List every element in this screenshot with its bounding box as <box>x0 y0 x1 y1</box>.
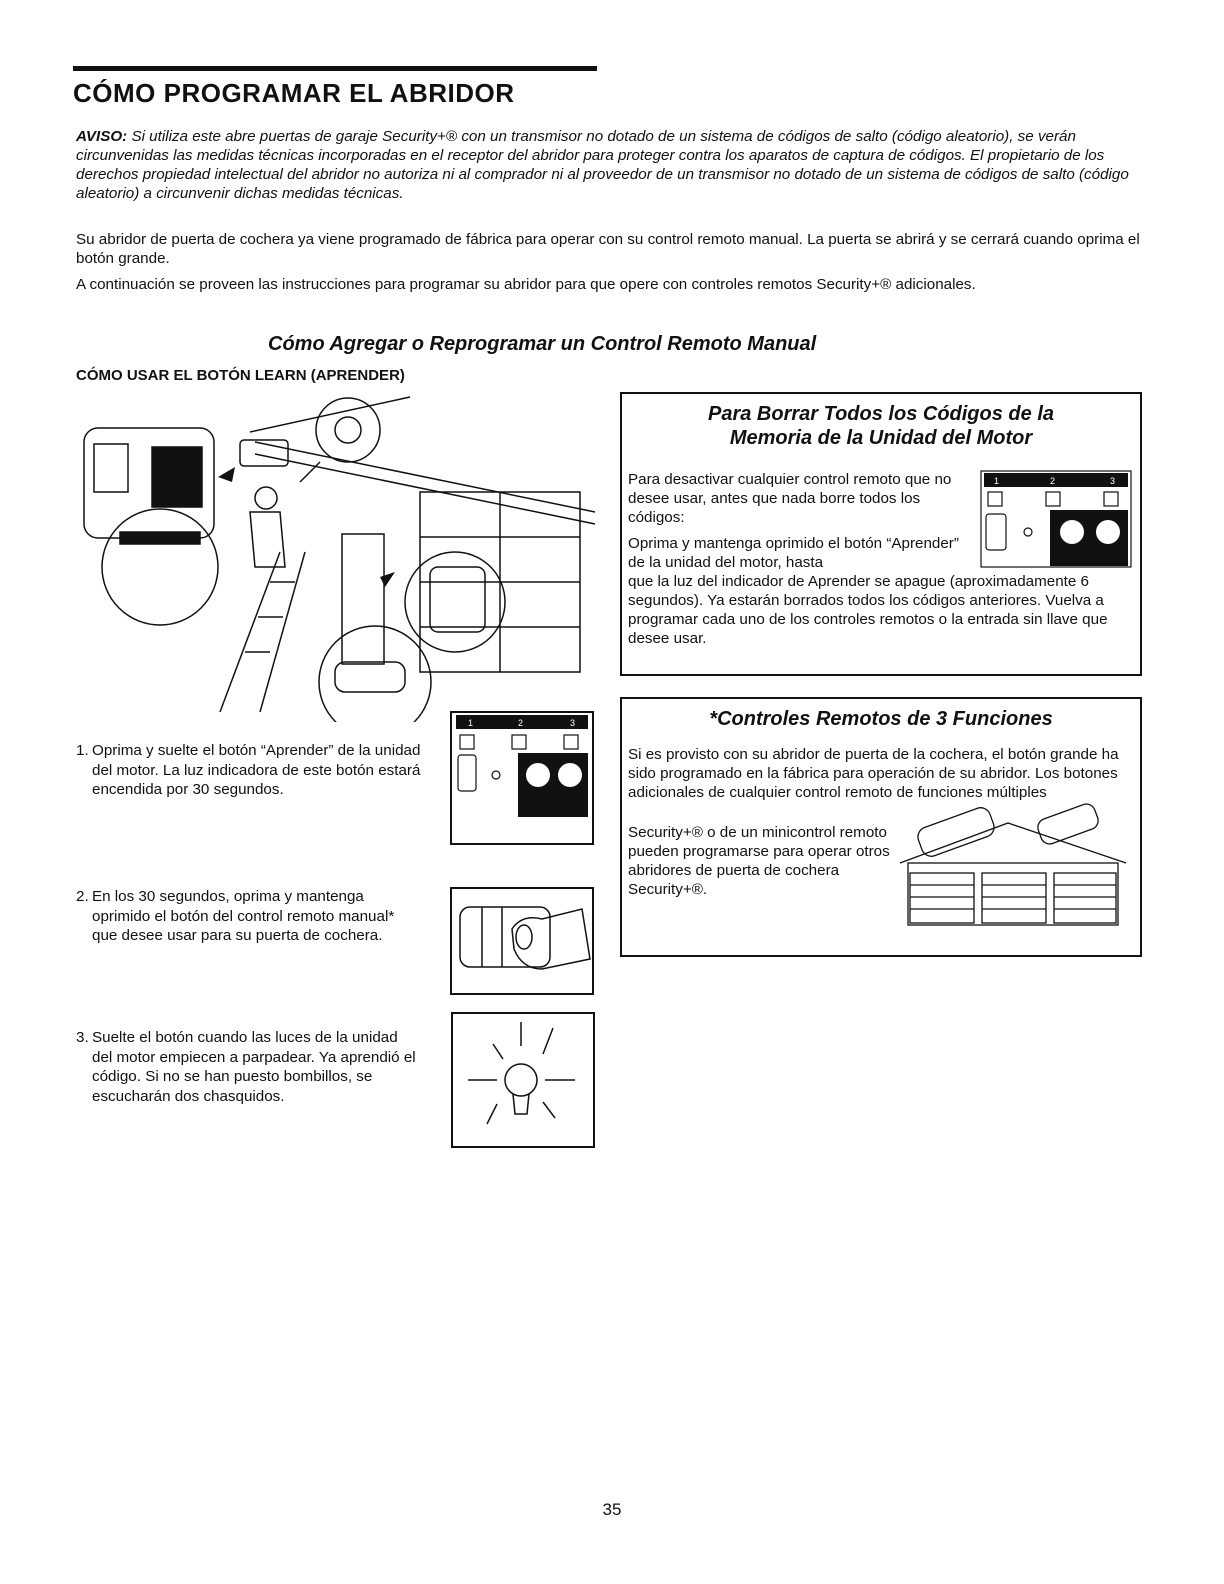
remote-box-text-b: Security+® o de un minicontrol remoto pueden programarse para operar otros abridores de puerta de cochera Security+®. <box>628 824 890 898</box>
erase-panel-illustration <box>980 470 1132 570</box>
erase-box-text-1: Para desactivar cualquier control remoto que no desee usar, antes que nada borre todos los códigos: <box>628 471 952 526</box>
intro-paragraph-1: Su abridor de puerta de cochera ya viene programado de fábrica para operar con su control remoto manual. La puerta se abrirá y se cerrará cuando oprima el botón grande. <box>76 231 1140 267</box>
erase-box-title-line1: Para Borrar Todos los Códigos de la <box>708 403 1054 425</box>
erase-panel-label-2: 2 <box>1050 476 1056 486</box>
step-text: En los 30 segundos, oprima y mantenga oprimido el botón del control remoto manual* que desee usar para su puerta de cochera. <box>92 888 395 944</box>
warning-paragraph <box>76 127 1146 203</box>
warning-text: Si utiliza este abre puertas de garaje Security+® con un transmisor no dotado de un sistema de códigos de salto (código aleatorio), se verán circunvenidas las medidas técnicas incorporadas en el receptor del abridor para proteger contra los aparatos de captura de códigos. El propietario de los derechos propiedad intelectual del abridor no autoriza ni al comprador ni al proveedor de un transmisor no dotado de un sistema de códigos de salto (código aleatorio) a circunvenir dichas medidas técnicas. <box>76 128 1129 202</box>
panel-label-1: 1 <box>468 718 474 728</box>
step-2 <box>76 887 421 946</box>
step-text: Oprima y suelte el botón “Aprender” de la unidad del motor. La luz indicadora de este botón estará encendida por 30 segundos. <box>92 742 421 798</box>
learn-panel-illustration <box>450 711 594 845</box>
step-text: Suelte el botón cuando las luces de la unidad del motor empiecen a parpadear. Ya aprendió el código. Si no se han puesto bombillos, se escucharán dos chasquidos. <box>92 1029 416 1105</box>
three-function-remote-box <box>620 697 1142 957</box>
title-rule <box>73 66 597 71</box>
lightbulb-illustration <box>451 1012 595 1148</box>
page-title: CÓMO PROGRAMAR EL ABRIDOR <box>73 78 515 108</box>
garage-scene-illustration <box>80 392 600 722</box>
step-3 <box>76 1028 421 1106</box>
intro-paragraph-2: A continuación se proveen las instrucciones para programar su abridor para que opere con controles remotos Security+® adicionales. <box>76 276 976 293</box>
erase-box-title <box>622 402 1140 450</box>
erase-box-text-2b: que la luz del indicador de Aprender se apague (aproximadamente 6 segundos). Ya estarán borrados todos los códigos anteriores. Vuelva a programar cada uno de los controles remotos o la entrada sin llave que desee usar. <box>628 573 1108 647</box>
remote-press-illustration <box>450 887 594 995</box>
erase-codes-box <box>620 392 1142 676</box>
panel-label-2: 2 <box>518 718 524 728</box>
erase-panel-label-3: 3 <box>1110 476 1116 486</box>
page-number: 35 <box>602 1500 622 1519</box>
warning-label: AVISO: <box>76 128 128 145</box>
erase-box-title-line2: Memoria de la Unidad del Motor <box>729 427 1033 449</box>
house-remotes-illustration <box>898 803 1128 929</box>
howto-heading: CÓMO USAR EL BOTÓN LEARN (APRENDER) <box>76 367 405 384</box>
step-number: 2. <box>76 888 89 905</box>
step-1 <box>76 741 421 800</box>
erase-box-text-2a: Oprima y mantenga oprimido el botón “Aprender” de la unidad del motor, hasta <box>628 535 959 571</box>
section-title: Cómo Agregar o Reprogramar un Control Remoto Manual <box>268 333 817 355</box>
remote-box-title: *Controles Remotos de 3 Funciones <box>709 708 1053 730</box>
remote-box-text-a: Si es provisto con su abridor de puerta de la cochera, el botón grande ha sido programado en la fábrica para operación de su abridor. Los botones adicionales de cualquier control remoto de funciones múltiples <box>628 746 1119 801</box>
step-number: 3. <box>76 1029 89 1046</box>
erase-panel-label-1: 1 <box>994 476 1000 486</box>
step-number: 1. <box>76 742 89 759</box>
panel-label-3: 3 <box>570 718 576 728</box>
